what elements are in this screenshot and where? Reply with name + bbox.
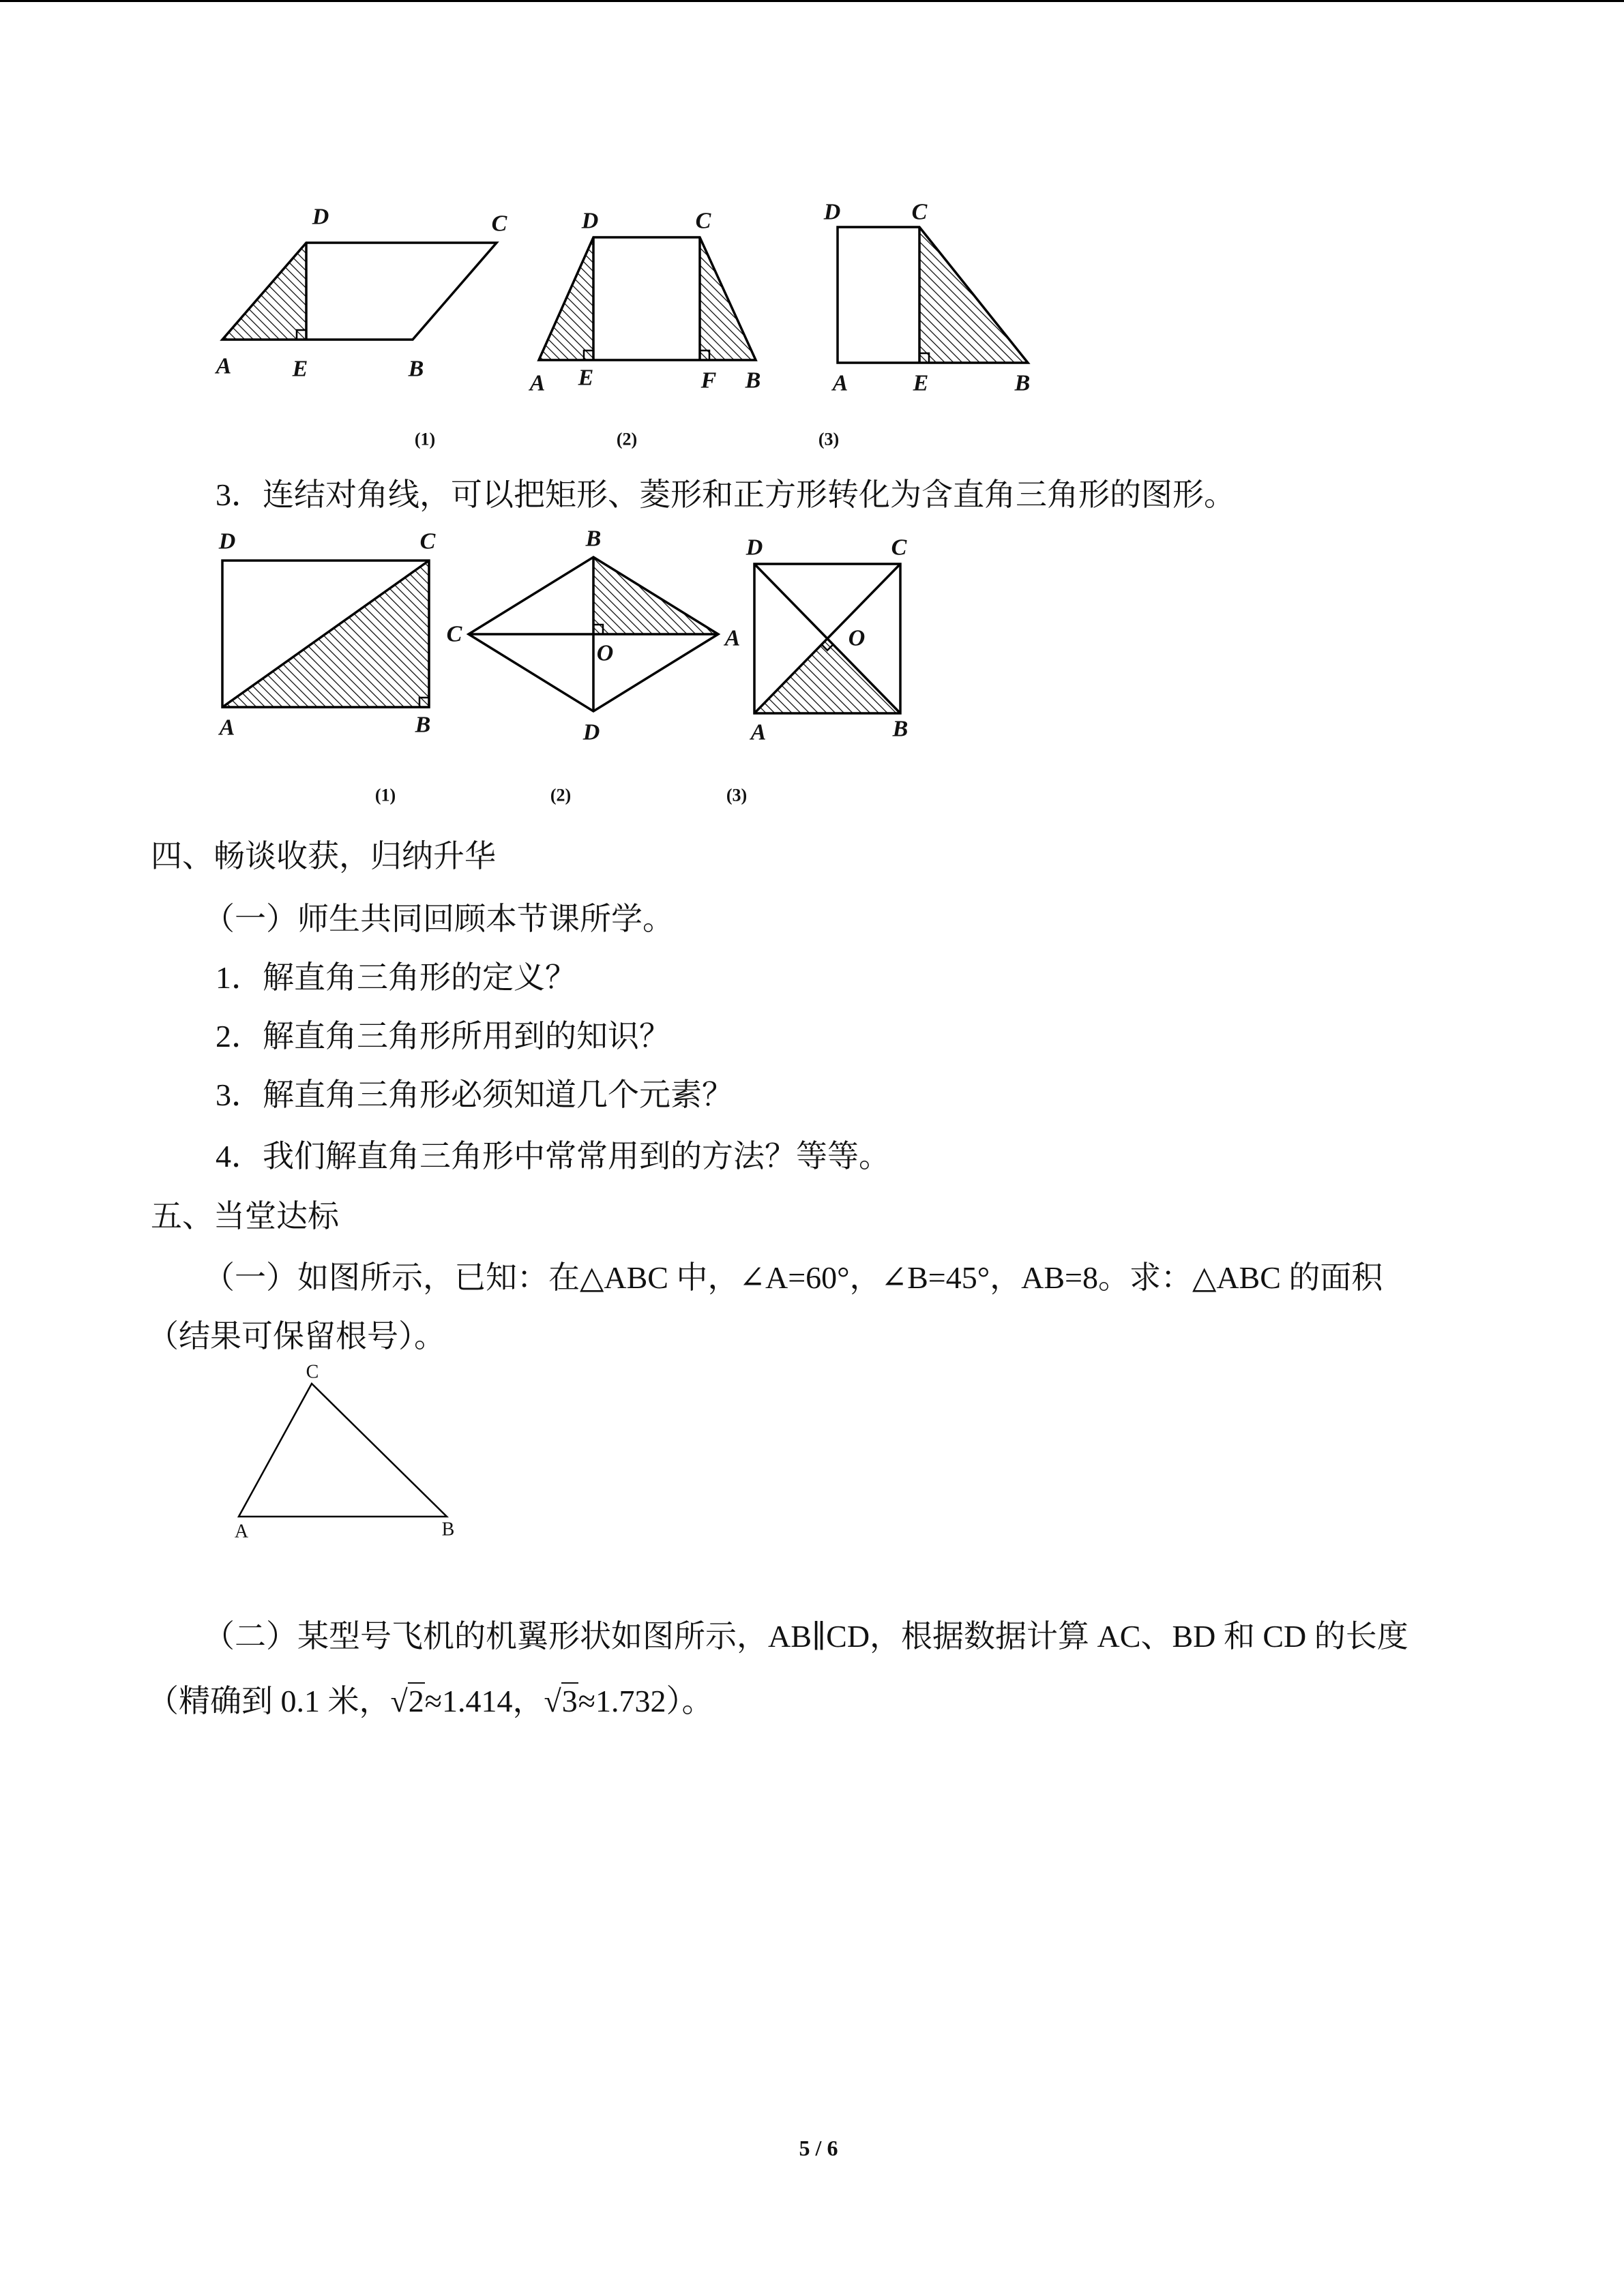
figure-rectangle <box>218 529 436 805</box>
exercise-2-precision-text: （精确到 0.1 米， <box>147 1684 391 1718</box>
label-a: A <box>832 370 848 396</box>
label-e: E <box>913 370 929 396</box>
exercise-2-line-2 <box>147 1682 713 1720</box>
sqrt-symbol: √ <box>390 1684 408 1718</box>
label-b: B <box>1014 370 1031 396</box>
figure-caption: (2) <box>550 785 572 805</box>
exercise-1-line-1: （一）如图所示，已知：在△ABC 中，∠A=60°，∠B=45°，AB=8。求：△ABC 的面积 <box>203 1260 1383 1295</box>
label-c: C <box>419 528 436 554</box>
label-d: D <box>745 535 763 561</box>
label-a: A <box>219 715 235 741</box>
label-b: B <box>415 712 431 738</box>
review-question-1: 1．解直角三角形的定义？ <box>216 960 576 995</box>
section-5-heading: 五、当堂达标 <box>151 1199 339 1234</box>
triangle-abc <box>239 1384 447 1517</box>
review-question-3: 3．解直角三角形必须知道几个元素？ <box>216 1077 733 1112</box>
label-d: D <box>312 204 329 230</box>
label-f: F <box>700 368 717 393</box>
review-question-2: 2．解直角三角形所用到的知识？ <box>216 1019 670 1054</box>
label-d: D <box>582 719 600 745</box>
figure-caption: (3) <box>818 429 840 449</box>
label-b: B <box>585 526 602 552</box>
exercise-1-triangle-figure <box>218 1357 471 1548</box>
sqrt-2-approx: ≈1.414， <box>424 1684 544 1718</box>
figure-caption: (1) <box>414 429 436 449</box>
label-o: O <box>848 625 866 651</box>
figure-trapezoid <box>529 209 761 449</box>
label-c: C <box>911 199 928 225</box>
page-number: 5 / 6 <box>799 2136 838 2160</box>
sqrt-symbol: √ <box>544 1684 561 1718</box>
exercise-1-line-2: （结果可保留根号）。 <box>147 1319 445 1354</box>
label-c: C <box>446 621 462 647</box>
figure-right-trapezoid <box>818 200 1031 449</box>
section-4-subheading: （一）师生共同回顾本节课所学。 <box>203 901 674 936</box>
label-e: E <box>292 356 308 382</box>
section-4-heading: 四、畅谈收获，归纳升华 <box>151 839 496 874</box>
figure-caption: (2) <box>616 429 638 449</box>
review-question-4: 4．我们解直角三角形中常常用到的方法？等等。 <box>216 1139 890 1174</box>
label-o: O <box>596 640 614 666</box>
label-d: D <box>581 208 599 234</box>
label-d: D <box>218 528 236 554</box>
page-top-border <box>0 0 1624 2</box>
sqrt-radicand-2: 2 <box>408 1684 424 1718</box>
label-a: A <box>724 625 741 651</box>
figure-square <box>726 535 909 805</box>
sqrt-radicand-3: 3 <box>561 1684 578 1718</box>
label-a: A <box>234 1521 249 1542</box>
label-c: C <box>891 535 907 561</box>
figure-parallelogram <box>215 205 507 449</box>
label-c: C <box>695 208 711 234</box>
diagonal-figures-row <box>191 525 955 811</box>
figure-caption: (3) <box>726 785 748 805</box>
label-a: A <box>529 370 546 396</box>
figure-rhombus <box>447 526 741 805</box>
item-3-text: 3．连结对角线，可以把矩形、菱形和正方形转化为含直角三角形的图形。 <box>216 477 1235 512</box>
figure-caption: (1) <box>374 785 396 805</box>
label-b: B <box>408 356 424 382</box>
label-a: A <box>216 353 232 379</box>
label-e: E <box>578 365 594 391</box>
sqrt-3-approx: ≈1.732）。 <box>578 1684 713 1718</box>
label-a: A <box>750 719 767 745</box>
exercise-2-line-1: （二）某型号飞机的机翼形状如图所示，AB∥CD，根据数据计算 AC、BD 和 CD 的长度 <box>203 1619 1408 1654</box>
label-c: C <box>491 211 507 237</box>
label-d: D <box>823 199 841 225</box>
label-b: B <box>745 368 761 393</box>
label-b: B <box>441 1519 455 1540</box>
label-c: C <box>306 1361 319 1383</box>
quadrilateral-figures-row <box>191 191 1091 464</box>
label-b: B <box>892 716 909 742</box>
